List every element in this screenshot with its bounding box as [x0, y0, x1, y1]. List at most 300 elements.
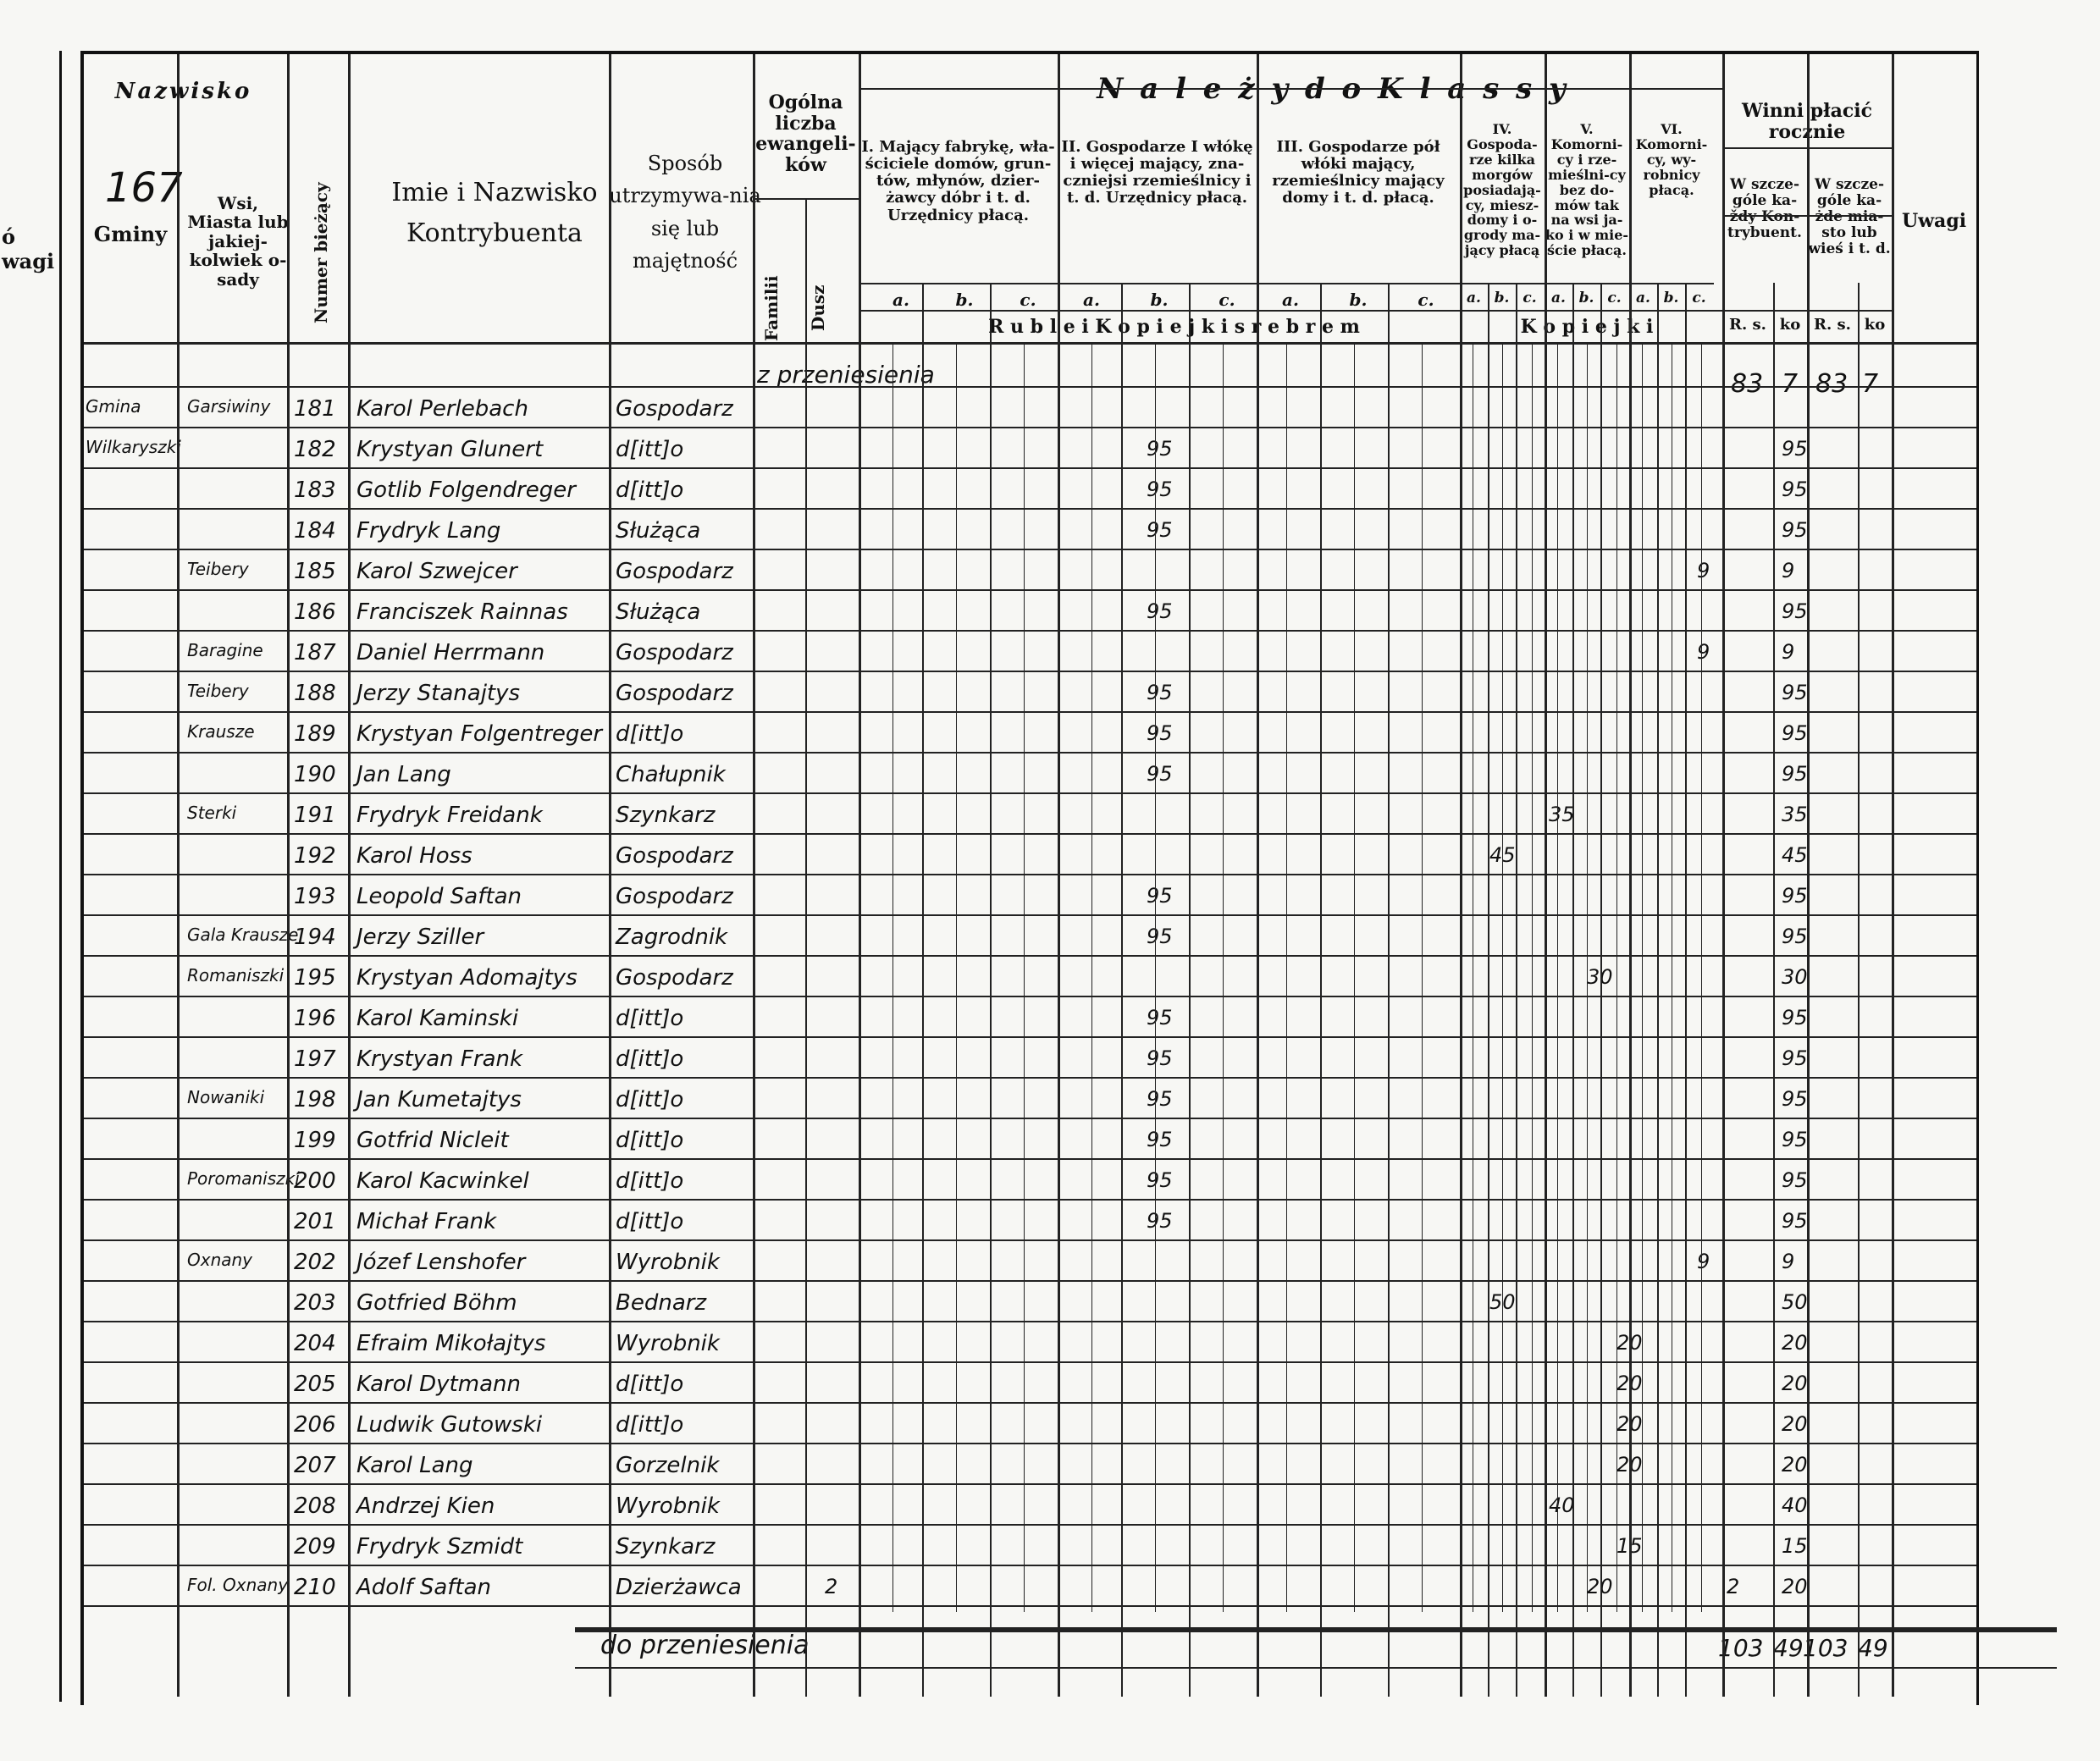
cell-tot: 20 [1782, 1453, 1808, 1477]
table-row [84, 1163, 1976, 1204]
cell-tot: 50 [1782, 1290, 1808, 1314]
sub-c-5: c. [1607, 290, 1622, 306]
table-row [84, 757, 1976, 798]
grid-hline [84, 1280, 1976, 1282]
cell-name: Jerzy Sziller [356, 925, 484, 950]
header-sposob: Sposób utrzymywa-nia się lub majętność [609, 152, 761, 273]
cell-k5b: 30 [1587, 965, 1613, 989]
cell-occ: Gospodarz [616, 396, 733, 422]
cell-occ: d[itt]o [616, 1128, 684, 1153]
cell-tot: 95 [1782, 1168, 1808, 1192]
cell-nr: 191 [294, 803, 336, 828]
table-row [84, 798, 1976, 838]
table-row [84, 1366, 1976, 1407]
table-row [84, 554, 1976, 594]
carry-out-rs-b: 103 [1803, 1634, 1849, 1662]
cell-occ: d[itt]o [616, 1046, 684, 1072]
cell-tot: 40 [1782, 1493, 1808, 1517]
header-rs-b: R. s. [1814, 316, 1851, 334]
cell-nr: 200 [294, 1168, 336, 1194]
cell-name: Karol Kaminski [356, 1006, 519, 1031]
grid-vline [1557, 342, 1558, 1612]
sub-c-4: c. [1522, 290, 1537, 306]
grid-hline [84, 549, 1976, 550]
grid-vline [348, 54, 351, 1697]
cell-name: Karol Hoss [356, 843, 472, 869]
cell-occ: Gospodarz [616, 965, 733, 991]
cell-k2b: 95 [1147, 925, 1173, 948]
grid-vline [859, 54, 861, 1697]
header-klasa-6: VI. Komorni-cy, wy-robnicy płacą. [1635, 121, 1708, 198]
sub-b-2: b. [1150, 290, 1169, 310]
cell-name: Adolf Saftan [356, 1575, 492, 1600]
cell-nr: 204 [294, 1331, 336, 1356]
cell-k2b: 95 [1147, 1087, 1173, 1111]
header-klasa-4: IV. Gospoda-rze kilka morgów posiadają-cy, miesz-domy i o-grody ma-jący płacą [1463, 121, 1541, 259]
cell-nr: 188 [294, 681, 336, 706]
header-klasa-3: III. Gospodarze pół włóki mający, rzemieślnicy mający domy i t. d. płacą. [1272, 138, 1445, 207]
cell-nr: 193 [294, 884, 336, 909]
cell-name: Karol Kacwinkel [356, 1168, 529, 1194]
sub-c-2: c. [1219, 290, 1235, 310]
cell-name: Karol Dytmann [356, 1372, 521, 1397]
header-winni: Winni płacić rocznie [1742, 100, 1872, 143]
table-row [84, 716, 1976, 757]
cell-nr: 195 [294, 965, 336, 991]
cell-occ: Gospodarz [616, 640, 733, 665]
cell-k5c: 20 [1616, 1412, 1643, 1436]
table-row [84, 432, 1976, 472]
cell-gmina: Gmina [86, 396, 141, 417]
grid-hline [84, 752, 1976, 754]
sub-b-4: b. [1494, 290, 1510, 306]
header-imie: Imie i Nazwisko Kontrybuenta [391, 178, 598, 248]
cell-occ: d[itt]o [616, 721, 684, 747]
cell-wies: Krausze [187, 721, 255, 742]
cell-nr: 186 [294, 599, 336, 625]
cell-name: Frydryk Szmidt [356, 1534, 523, 1560]
grid-hline [84, 1036, 1976, 1038]
sub-c-1: c. [1020, 290, 1036, 310]
cell-wies: Baragine [187, 640, 263, 660]
grid-vline [1502, 342, 1503, 1612]
cell-wies: Nowaniki [187, 1087, 265, 1107]
header-winni-a: W szcze-góle ka-ždy Kon-trybuent. [1727, 176, 1802, 242]
grid-hline [859, 283, 1714, 284]
grid-vline [956, 342, 957, 1612]
cell-wies: Gala Krausze [187, 925, 299, 945]
grid-hline [84, 1565, 1976, 1566]
cell-tot: 95 [1782, 1046, 1808, 1070]
header-klasa-1: I. Mający fabrykę, wła-ściciele domów, grun-tów, młynów, dzier-żawcy dóbr i t. d. Urzędnicy płacą. [861, 138, 1055, 224]
header-nalezy: N a l e ż y d o K l a s s y [1097, 72, 1569, 106]
cell-k2b: 95 [1147, 721, 1173, 745]
carry-in-label: z przeniesienia [757, 361, 935, 389]
sub-a-3: a. [1282, 290, 1299, 310]
cell-k2b: 95 [1147, 681, 1173, 704]
cell-tot: 95 [1782, 762, 1808, 786]
cell-name: Karol Szwejcer [356, 559, 517, 584]
cell-occ: Wyrobnik [616, 1493, 720, 1519]
header-uwagi: Uwagi [1901, 210, 1967, 232]
table-row [84, 1204, 1976, 1245]
cell-name: Karol Lang [356, 1453, 473, 1478]
sub-a-4: a. [1467, 290, 1481, 306]
cell-tot: 95 [1782, 1087, 1808, 1111]
cell-occ: d[itt]o [616, 1006, 684, 1031]
cell-wies: Fol. Oxnany [187, 1575, 289, 1595]
cell-tot: 20 [1782, 1412, 1808, 1436]
cell-fam: 2 [825, 1575, 838, 1598]
header-ko-a: ko [1779, 316, 1801, 334]
header-ogolna: Ogólna liczba ewangeli-ków [755, 91, 856, 176]
cell-k2b: 95 [1147, 518, 1173, 542]
table-row [84, 919, 1976, 960]
cell-tot: 95 [1782, 884, 1808, 908]
table-row [84, 1529, 1976, 1570]
cell-k2b: 95 [1147, 478, 1173, 501]
grid-vline [1024, 342, 1025, 1612]
sub-a-6: a. [1636, 290, 1650, 306]
cell-tot: 9 [1782, 559, 1795, 582]
cell-occ: Gospodarz [616, 559, 733, 584]
grid-vline [177, 54, 180, 1697]
sub-a-1: a. [892, 290, 909, 310]
cell-tot: 30 [1782, 965, 1808, 989]
cell-name: Józef Lenshofer [356, 1250, 526, 1275]
header-ko-b: ko [1864, 316, 1886, 334]
cell-name: Krystyan Frank [356, 1046, 523, 1072]
cell-name: Jerzy Stanajtys [356, 681, 521, 706]
table-row [84, 676, 1976, 716]
cell-k5c: 20 [1616, 1331, 1643, 1355]
cell-nr: 199 [294, 1128, 336, 1153]
table-row [84, 960, 1976, 1001]
cell-nr: 210 [294, 1575, 336, 1600]
cell-name: Gotfried Böhm [356, 1290, 517, 1316]
table-row [84, 838, 1976, 879]
table-row [84, 391, 1976, 432]
cell-nr: 192 [294, 843, 336, 869]
cell-occ: d[itt]o [616, 478, 684, 503]
cell-nr: 185 [294, 559, 336, 584]
grid-hline [84, 1483, 1976, 1485]
grid-hline [575, 1627, 2057, 1632]
grid-vline [1460, 54, 1462, 1697]
sub-a-5: a. [1551, 290, 1566, 306]
header-kopiejki: K o p i e j k i [1520, 316, 1654, 338]
grid-vline [1629, 54, 1632, 1697]
carry-out-ko-b: 49 [1858, 1634, 1888, 1662]
cell-tot: 95 [1782, 599, 1808, 623]
cell-k5c: 20 [1616, 1372, 1643, 1395]
table-row [84, 1448, 1976, 1488]
cell-occ: Gospodarz [616, 681, 733, 706]
cell-name: Jan Lang [356, 762, 451, 787]
header-rs-a: R. s. [1729, 316, 1766, 334]
cell-nr: 182 [294, 437, 336, 462]
page-number: 167 [105, 164, 183, 212]
table-row [84, 1407, 1976, 1448]
cell-k4a: 45 [1489, 843, 1516, 867]
header-klasa-5: V. Komorni-cy i rze-mieślni-cy bez do-mów tak na wsi ja-ko i w mie-ście płacą. [1545, 121, 1629, 259]
cell-name: Efraim Mikołajtys [356, 1331, 546, 1356]
cell-name: Frydryk Lang [356, 518, 501, 544]
grid-hline [84, 874, 1976, 875]
cell-k5a: 40 [1549, 1493, 1575, 1517]
carry-out-label: do przeniesienia [600, 1631, 810, 1660]
cell-tot: 45 [1782, 843, 1808, 867]
cell-tot: 95 [1782, 925, 1808, 948]
grid-hline [84, 1239, 1976, 1241]
cell-wies: Poromaniszki [187, 1168, 300, 1189]
header-numer: Numer bieżący [311, 182, 331, 324]
cell-occ: d[itt]o [616, 1168, 684, 1194]
grid-hline [84, 1443, 1976, 1444]
table-row [84, 635, 1976, 676]
grid-hline [84, 508, 1976, 510]
cell-tot: 9 [1782, 1250, 1795, 1273]
cell-name: Gotlib Folgendreger [356, 478, 576, 503]
grid-vline [1722, 54, 1725, 1697]
cell-k5c: 20 [1616, 1453, 1643, 1477]
cell-k2b: 95 [1147, 1046, 1173, 1070]
carry-in-ko-a: 7 [1782, 369, 1799, 399]
grid-hline [84, 996, 1976, 997]
cell-name: Gotfrid Nicleit [356, 1128, 509, 1153]
cell-name: Krystyan Glunert [356, 437, 544, 462]
grid-vline [1616, 342, 1617, 1612]
grid-vline [1257, 54, 1259, 1697]
grid-vline [753, 54, 755, 1697]
grid-hline [84, 1158, 1976, 1160]
cell-name: Ludwik Gutowski [356, 1412, 543, 1438]
cell-occ: Szynkarz [616, 1534, 716, 1560]
cell-occ: d[itt]o [616, 1209, 684, 1234]
grid-vline [892, 342, 893, 1612]
grid-vline [1223, 342, 1224, 1612]
cell-nr: 181 [294, 396, 336, 422]
cell-wies: Teibery [187, 559, 249, 579]
cell-k5c: 15 [1616, 1534, 1643, 1558]
cell-nr: 205 [294, 1372, 336, 1397]
cell-nr: 196 [294, 1006, 336, 1031]
cell-nr: 206 [294, 1412, 336, 1438]
cell-tot: 95 [1782, 478, 1808, 501]
grid-hline [84, 1402, 1976, 1404]
cell-name: Jan Kumetajtys [356, 1087, 522, 1112]
header-dusz: Dusz [808, 284, 828, 332]
table-row [84, 1285, 1976, 1326]
cell-occ: Służąca [616, 518, 701, 544]
table-row [84, 1326, 1976, 1366]
cell-occ: d[itt]o [616, 1087, 684, 1112]
cell-tot: 95 [1782, 518, 1808, 542]
cell-nr: 184 [294, 518, 336, 544]
grid-hline [1722, 215, 1892, 217]
grid-hline [84, 711, 1976, 713]
cell-k2b: 95 [1147, 762, 1173, 786]
table-row [84, 513, 1976, 554]
sub-b-6: b. [1663, 290, 1679, 306]
table-row [84, 594, 1976, 635]
cell-tot: 15 [1782, 1534, 1808, 1558]
sub-b-3: b. [1349, 290, 1368, 310]
cell-nr: 208 [294, 1493, 336, 1519]
carry-out-ko-a: 49 [1773, 1634, 1804, 1662]
table-row [84, 1041, 1976, 1082]
table-row [84, 1123, 1976, 1163]
cell-name: Leopold Saftan [356, 884, 522, 909]
grid-hline [859, 310, 1892, 312]
grid-hline [84, 1077, 1976, 1079]
header-wsi: Wsi, Miasta lub jakiej-kolwiek o-sady [187, 193, 289, 290]
header-ruble-kopiejki: R u b l e i K o p i e j k i s r e b r e m [988, 316, 1360, 338]
grid-hline [84, 914, 1976, 916]
grid-hline [84, 1361, 1976, 1363]
cell-name: Frydryk Freidank [356, 803, 543, 828]
carry-in-ko-b: 7 [1862, 369, 1879, 399]
grid-hline [859, 88, 1722, 90]
left-margin-label: ó wagi [2, 224, 55, 273]
sub-b-1: b. [955, 290, 974, 310]
cell-tot: 95 [1782, 437, 1808, 461]
cell-name: Krystyan Folgentreger [356, 721, 603, 747]
cell-nr: 194 [294, 925, 336, 950]
grid-hline [575, 1667, 2057, 1669]
cell-tot: 20 [1782, 1575, 1808, 1598]
table-row [84, 1245, 1976, 1285]
cell-occ: Gorzelnik [616, 1453, 720, 1478]
cell-rs: 2 [1727, 1575, 1740, 1598]
cell-nr: 189 [294, 721, 336, 747]
cell-tot: 95 [1782, 1006, 1808, 1030]
previous-page-strip [0, 51, 62, 1702]
cell-occ: Wyrobnik [616, 1250, 720, 1275]
cell-nr: 198 [294, 1087, 336, 1112]
carry-out-rs-a: 103 [1718, 1634, 1764, 1662]
cell-occ: Bednarz [616, 1290, 707, 1316]
cell-nr: 203 [294, 1290, 336, 1316]
grid-hline [84, 1199, 1976, 1201]
grid-vline [1642, 342, 1643, 1612]
cell-k2b: 95 [1147, 884, 1173, 908]
grid-vline [1587, 342, 1588, 1612]
cell-nr: 197 [294, 1046, 336, 1072]
table-row [84, 1570, 1976, 1610]
grid-vline [1807, 54, 1810, 1697]
cell-name: Michał Frank [356, 1209, 497, 1234]
grid-vline [1422, 342, 1423, 1612]
cell-tot: 35 [1782, 803, 1808, 826]
cell-tot: 9 [1782, 640, 1795, 664]
cell-nr: 202 [294, 1250, 336, 1275]
grid-vline [1532, 342, 1533, 1612]
cell-wies: Oxnany [187, 1250, 253, 1270]
tax-register-sheet [80, 51, 1979, 1705]
cell-name: Andrzej Kien [356, 1493, 495, 1519]
cell-wies: Teibery [187, 681, 249, 701]
cell-occ: Chałupnik [616, 762, 726, 787]
carry-in-rs-a: 83 [1731, 369, 1764, 399]
cell-k6a: 9 [1697, 640, 1710, 664]
grid-vline [1892, 54, 1894, 1697]
grid-hline [84, 671, 1976, 672]
table-row [84, 1001, 1976, 1041]
table-row [84, 1082, 1976, 1123]
cell-k2b: 95 [1147, 599, 1173, 623]
cell-occ: Wyrobnik [616, 1331, 720, 1356]
cell-nr: 190 [294, 762, 336, 787]
cell-occ: Dzierżawca [616, 1575, 742, 1600]
table-row [84, 879, 1976, 919]
cell-name: Franciszek Rainnas [356, 599, 568, 625]
cell-k2b: 95 [1147, 437, 1173, 461]
grid-vline [1354, 342, 1355, 1612]
sub-c-6: c. [1692, 290, 1706, 306]
grid-hline [84, 386, 1976, 388]
cell-wies: Romaniszki [187, 965, 285, 985]
header-gminy: Gminy [93, 222, 168, 246]
grid-hline [84, 427, 1976, 428]
grid-vline [1091, 342, 1092, 1612]
header-nazwisko: Nazwisko [114, 79, 252, 104]
cell-k5a: 35 [1549, 803, 1575, 826]
cell-k6a: 9 [1697, 559, 1710, 582]
cell-occ: d[itt]o [616, 1372, 684, 1397]
grid-vline [1545, 54, 1547, 1697]
grid-hline [1722, 147, 1892, 149]
grid-vline [805, 198, 807, 1697]
cell-k2b: 95 [1147, 1168, 1173, 1192]
cell-name: Daniel Herrmann [356, 640, 545, 665]
grid-vline [287, 54, 290, 1697]
cell-nr: 209 [294, 1534, 336, 1560]
cell-occ: Szynkarz [616, 803, 716, 828]
header-familii: Familii [761, 275, 782, 341]
cell-name: Krystyan Adomajtys [356, 965, 578, 991]
grid-vline [1155, 342, 1156, 1612]
table-row [84, 1488, 1976, 1529]
cell-k6a: 9 [1697, 1250, 1710, 1273]
cell-tot: 95 [1782, 681, 1808, 704]
table-row [84, 472, 1976, 513]
cell-tot: 95 [1782, 1209, 1808, 1233]
cell-nr: 183 [294, 478, 336, 503]
cell-wies: Garsiwiny [187, 396, 271, 417]
cell-nr: 201 [294, 1209, 336, 1234]
cell-k4a: 50 [1489, 1290, 1516, 1314]
grid-vline [1701, 342, 1702, 1612]
cell-name: Karol Perlebach [356, 396, 528, 422]
cell-tot: 20 [1782, 1372, 1808, 1395]
cell-tot: 20 [1782, 1331, 1808, 1355]
cell-k2b: 95 [1147, 1006, 1173, 1030]
cell-nr: 187 [294, 640, 336, 665]
cell-tot: 95 [1782, 1128, 1808, 1151]
grid-hline [84, 1605, 1976, 1607]
header-klasa-2: II. Gospodarze I włókę i więcej mający, zna-czniejsi rzemieślnicy i t. d. Urzędnicy płacą. [1061, 138, 1253, 207]
grid-hline [84, 833, 1976, 835]
grid-hline [84, 1524, 1976, 1526]
grid-hline [84, 630, 1976, 632]
grid-hline [84, 467, 1976, 469]
grid-hline [84, 1118, 1976, 1119]
cell-k2b: 95 [1147, 1209, 1173, 1233]
cell-gmina: Wilkaryszki [86, 437, 181, 457]
cell-wies: Sterki [187, 803, 237, 823]
sub-a-2: a. [1083, 290, 1100, 310]
